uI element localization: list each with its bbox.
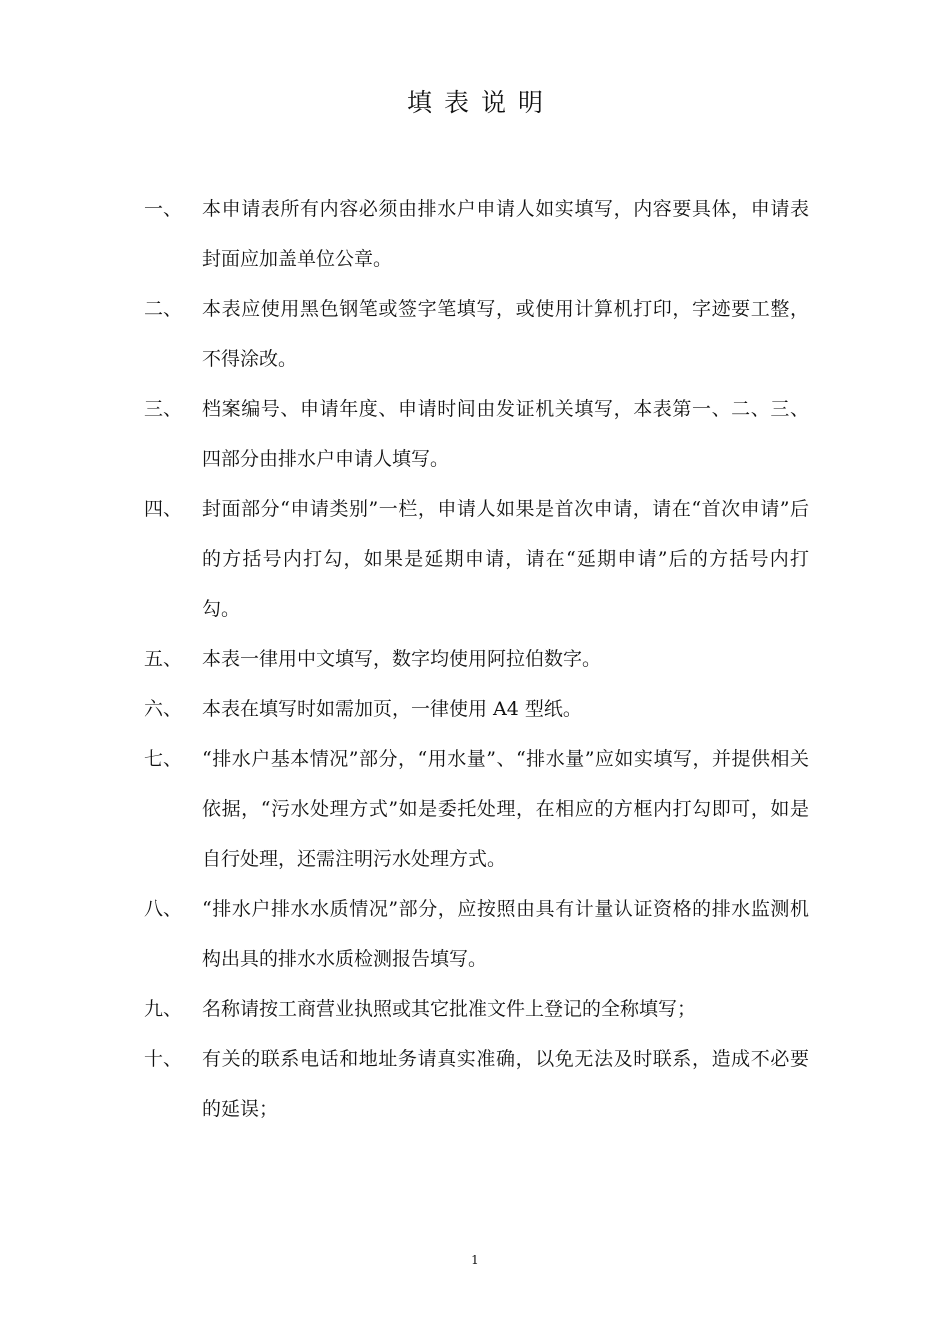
item-text: 有关的联系电话和地址务请真实准确，以免无法及时联系，造成不必要的延误；	[202, 1048, 809, 1120]
list-item	[0, 984, 950, 1034]
list-item	[0, 634, 950, 684]
item-number: 十、	[144, 1048, 183, 1070]
item-number: 五、	[144, 648, 183, 670]
list-item	[0, 684, 950, 734]
item-text: 本表在填写时如需加页，一律使用 A4 型纸。	[202, 698, 582, 720]
item-number: 二、	[144, 298, 183, 320]
list-item	[0, 384, 950, 484]
item-number: 六、	[144, 698, 183, 720]
instruction-list	[0, 184, 950, 1134]
page-number: 1	[471, 1253, 479, 1267]
item-text: 档案编号、申请年度、申请时间由发证机关填写，本表第一、二、三、四部分由排水户申请人填写。	[202, 398, 809, 470]
item-text: 本表一律用中文填写，数字均使用阿拉伯数字。	[202, 648, 602, 670]
item-text: 本申请表所有内容必须由排水户申请人如实填写，内容要具体，申请表封面应加盖单位公章。	[202, 198, 809, 270]
list-item	[0, 1034, 950, 1134]
page-title: 填表说明	[406, 88, 555, 117]
item-number: 四、	[144, 498, 183, 520]
list-item	[0, 884, 950, 984]
item-text: “排水户排水水质情况”部分，应按照由具有计量认证资格的排水监测机构出具的排水水质检测报告填写。	[202, 898, 809, 970]
item-number: 一、	[144, 198, 183, 220]
item-text: “排水户基本情况”部分，“用水量”、“排水量”应如实填写，并提供相关依据，“污水处理方式”如是委托处理，在相应的方框内打勾即可，如是自行处理，还需注明污水处理方式。	[202, 748, 809, 870]
item-number: 三、	[144, 398, 183, 420]
item-number: 九、	[144, 998, 183, 1020]
list-item	[0, 484, 950, 634]
item-number: 八、	[144, 898, 183, 920]
item-number: 七、	[144, 748, 183, 770]
item-text: 本表应使用黑色钢笔或签字笔填写，或使用计算机打印，字迹要工整，不得涂改。	[202, 298, 809, 370]
list-item	[0, 734, 950, 884]
list-item	[0, 184, 950, 284]
item-text: 名称请按工商营业执照或其它批准文件上登记的全称填写；	[202, 998, 697, 1020]
list-item	[0, 284, 950, 384]
item-text: 封面部分“申请类别”一栏，申请人如果是首次申请，请在“首次申请”后的方括号内打勾，如果是延期申请，请在“延期申请”后的方括号内打勾。	[202, 498, 809, 620]
